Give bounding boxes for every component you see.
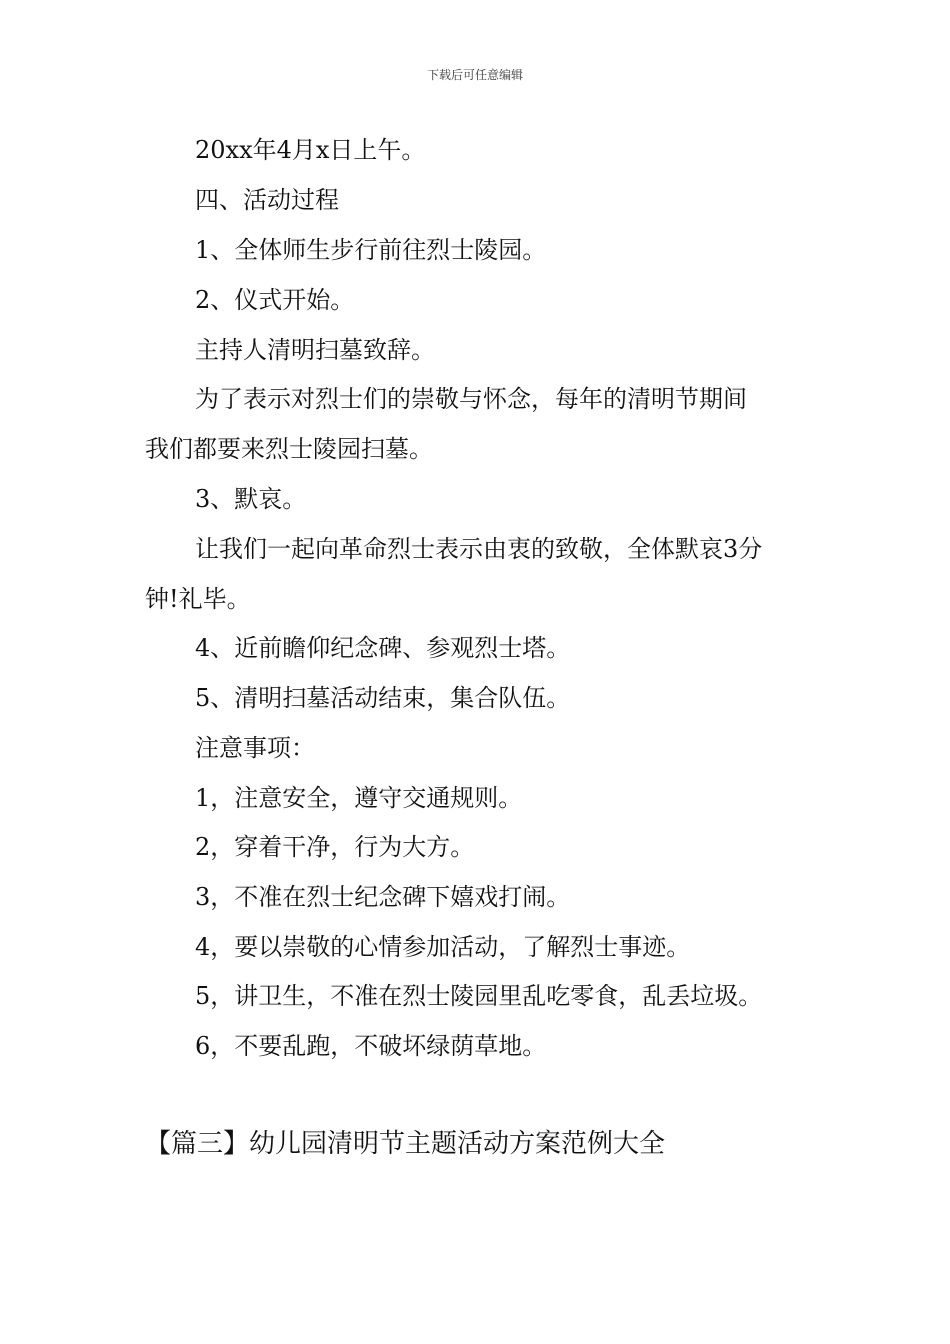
page-header: 下载后可任意编辑 (426, 68, 523, 82)
section-heading-process: 四、活动过程 (195, 186, 339, 214)
host-speech-line: 主持人清明扫墓致辞。 (195, 336, 435, 364)
notes-heading: 注意事项： (195, 734, 315, 762)
paragraph-line: 钟!礼毕。 (145, 585, 251, 613)
step-5: 5、清明扫墓活动结束，集合队伍。 (195, 684, 571, 712)
note-item: 5，讲卫生，不准在烈士陵园里乱吃零食，乱丢垃圾。 (195, 982, 763, 1010)
date-line: 20xx年4月x日上午。 (195, 136, 426, 164)
note-item: 4，要以崇敬的心情参加活动，了解烈士事迹。 (195, 933, 691, 961)
step-1: 1、全体师生步行前往烈士陵园。 (195, 236, 547, 264)
step-3: 3、默哀。 (195, 485, 307, 513)
paragraph-line: 我们都要来烈士陵园扫墓。 (145, 435, 433, 463)
note-item: 6，不要乱跑，不破坏绿荫草地。 (195, 1032, 547, 1060)
paragraph-line: 为了表示对烈士们的崇敬与怀念，每年的清明节期间 (195, 385, 747, 413)
step-4: 4、近前瞻仰纪念碑、参观烈士塔。 (195, 634, 571, 662)
paragraph-line: 让我们一起向革命烈士表示由衷的致敬，全体默哀3分 (195, 535, 763, 563)
note-item: 3，不准在烈士纪念碑下嬉戏打闹。 (195, 883, 571, 911)
note-item: 1，注意安全，遵守交通规则。 (195, 784, 523, 812)
section-title: 【篇三】幼儿园清明节主题活动方案范例大全 (145, 1129, 666, 1159)
note-item: 2，穿着干净，行为大方。 (195, 833, 475, 861)
step-2: 2、仪式开始。 (195, 286, 355, 314)
